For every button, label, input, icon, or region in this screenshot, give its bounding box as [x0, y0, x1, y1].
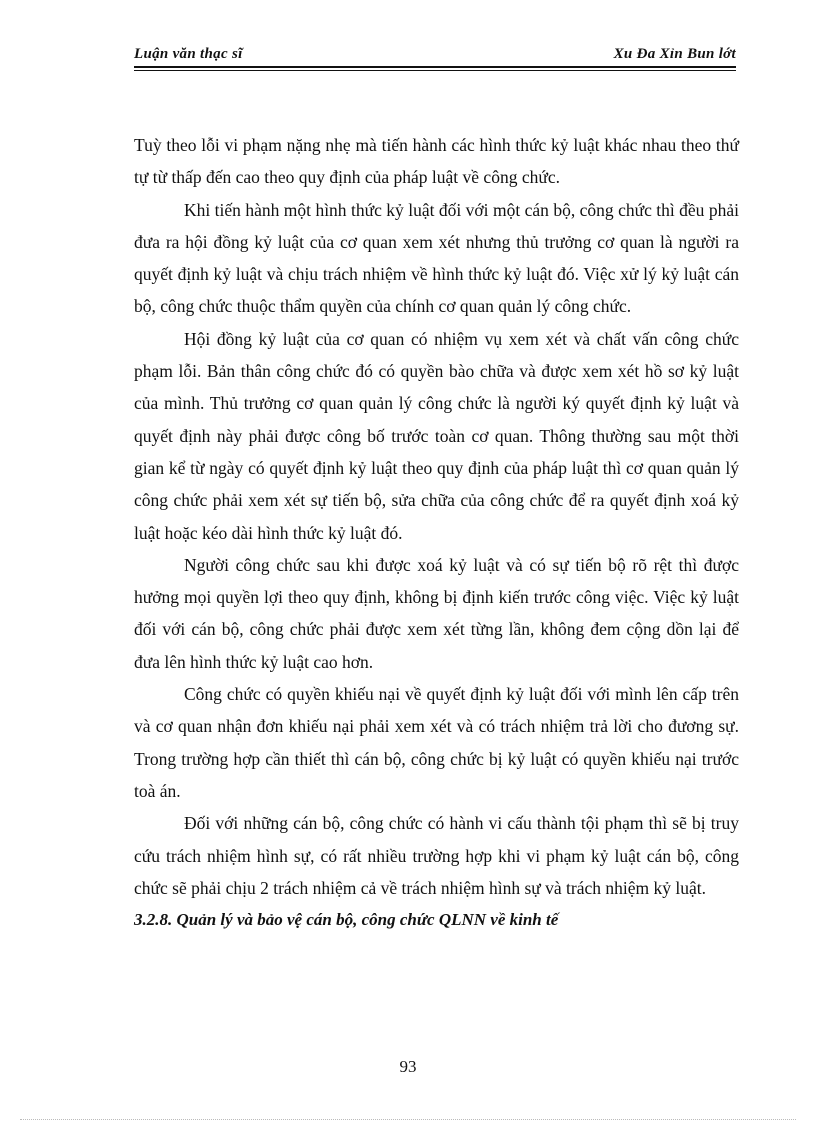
- paragraph-6: Đối với những cán bộ, công chức có hành vi cấu thành tội phạm thì sẽ bị truy cứu trách nhiệm hình sự, có rất nhiều trường hợp khi vi phạm kỷ luật cán bộ, công chức sẽ phải chịu 2 trách nhiệm cả về trách nhiệm hình sự và trách nhiệm kỷ luật.: [134, 813, 739, 898]
- header-right-author: Xu Đa Xỉn Bun lớt: [613, 46, 736, 62]
- paragraph-5: Công chức có quyền khiếu nại về quyết định kỷ luật đối với mình lên cấp trên và cơ quan nhận đơn khiếu nại phải xem xét và có trách nhiệm trả lời cho đương sự. Trong trường hợp cần thiết thì cán bộ, công chức bị kỷ luật có quyền khiếu nại trước toà án.: [134, 684, 739, 801]
- paragraph-4: Người công chức sau khi được xoá kỷ luật và có sự tiến bộ rõ rệt thì được hưởng mọi quyền lợi theo quy định, không bị định kiến trước công việc. Việc kỷ luật đối với cán bộ, công chức phải được xem xét từng lần, không đem cộng dồn lại để đưa lên hình thức kỷ luật cao hơn.: [134, 554, 739, 672]
- page-number: 93: [399, 1057, 417, 1076]
- paragraph-3: Hội đồng kỷ luật của cơ quan có nhiệm vụ xem xét và chất vấn công chức phạm lỗi. Bản thân công chức đó có quyền bào chữa và được xem xét hồ sơ kỷ luật của mình. Thủ trưởng cơ quan quản lý công chức là người ký quyết định kỷ luật và quyết định này phải được công bố trước toàn cơ quan. Thông thường sau một thời gian kể từ ngày có quyết định kỷ luật theo quy định của pháp luật thì cơ quan quản lý công chức phải xem xét sự tiến bộ, sửa chữa của công chức để ra quyết định xoá kỷ luật hoặc kéo dài hình thức kỷ luật đó.: [134, 328, 739, 543]
- paragraph-2: Khi tiến hành một hình thức kỷ luật đối với một cán bộ, công chức thì đều phải đưa ra hội đồng kỷ luật của cơ quan xem xét nhưng thủ trưởng cơ quan là người ra quyết định kỷ luật và chịu trách nhiệm về hình thức kỷ luật đó. Việc xử lý kỷ luật cán bộ, công chức thuộc thẩm quyền của chính cơ quan quản lý công chức.: [134, 199, 739, 317]
- header-divider-thick: [134, 66, 736, 68]
- footer-divider: [20, 1119, 796, 1120]
- paragraph-1: Tuỳ theo lỗi vi phạm nặng nhẹ mà tiến hành các hình thức kỷ luật khác nhau theo thứ tự từ thấp đến cao theo quy định của pháp luật về công chức.: [134, 135, 739, 188]
- header-left-title: Luận văn thạc sĩ: [134, 46, 243, 62]
- body-text: [134, 129, 739, 936]
- header-divider-thin: [134, 70, 736, 71]
- section-heading: 3.2.8. Quản lý và bảo vệ cán bộ, công chức QLNN về kinh tế: [134, 910, 559, 930]
